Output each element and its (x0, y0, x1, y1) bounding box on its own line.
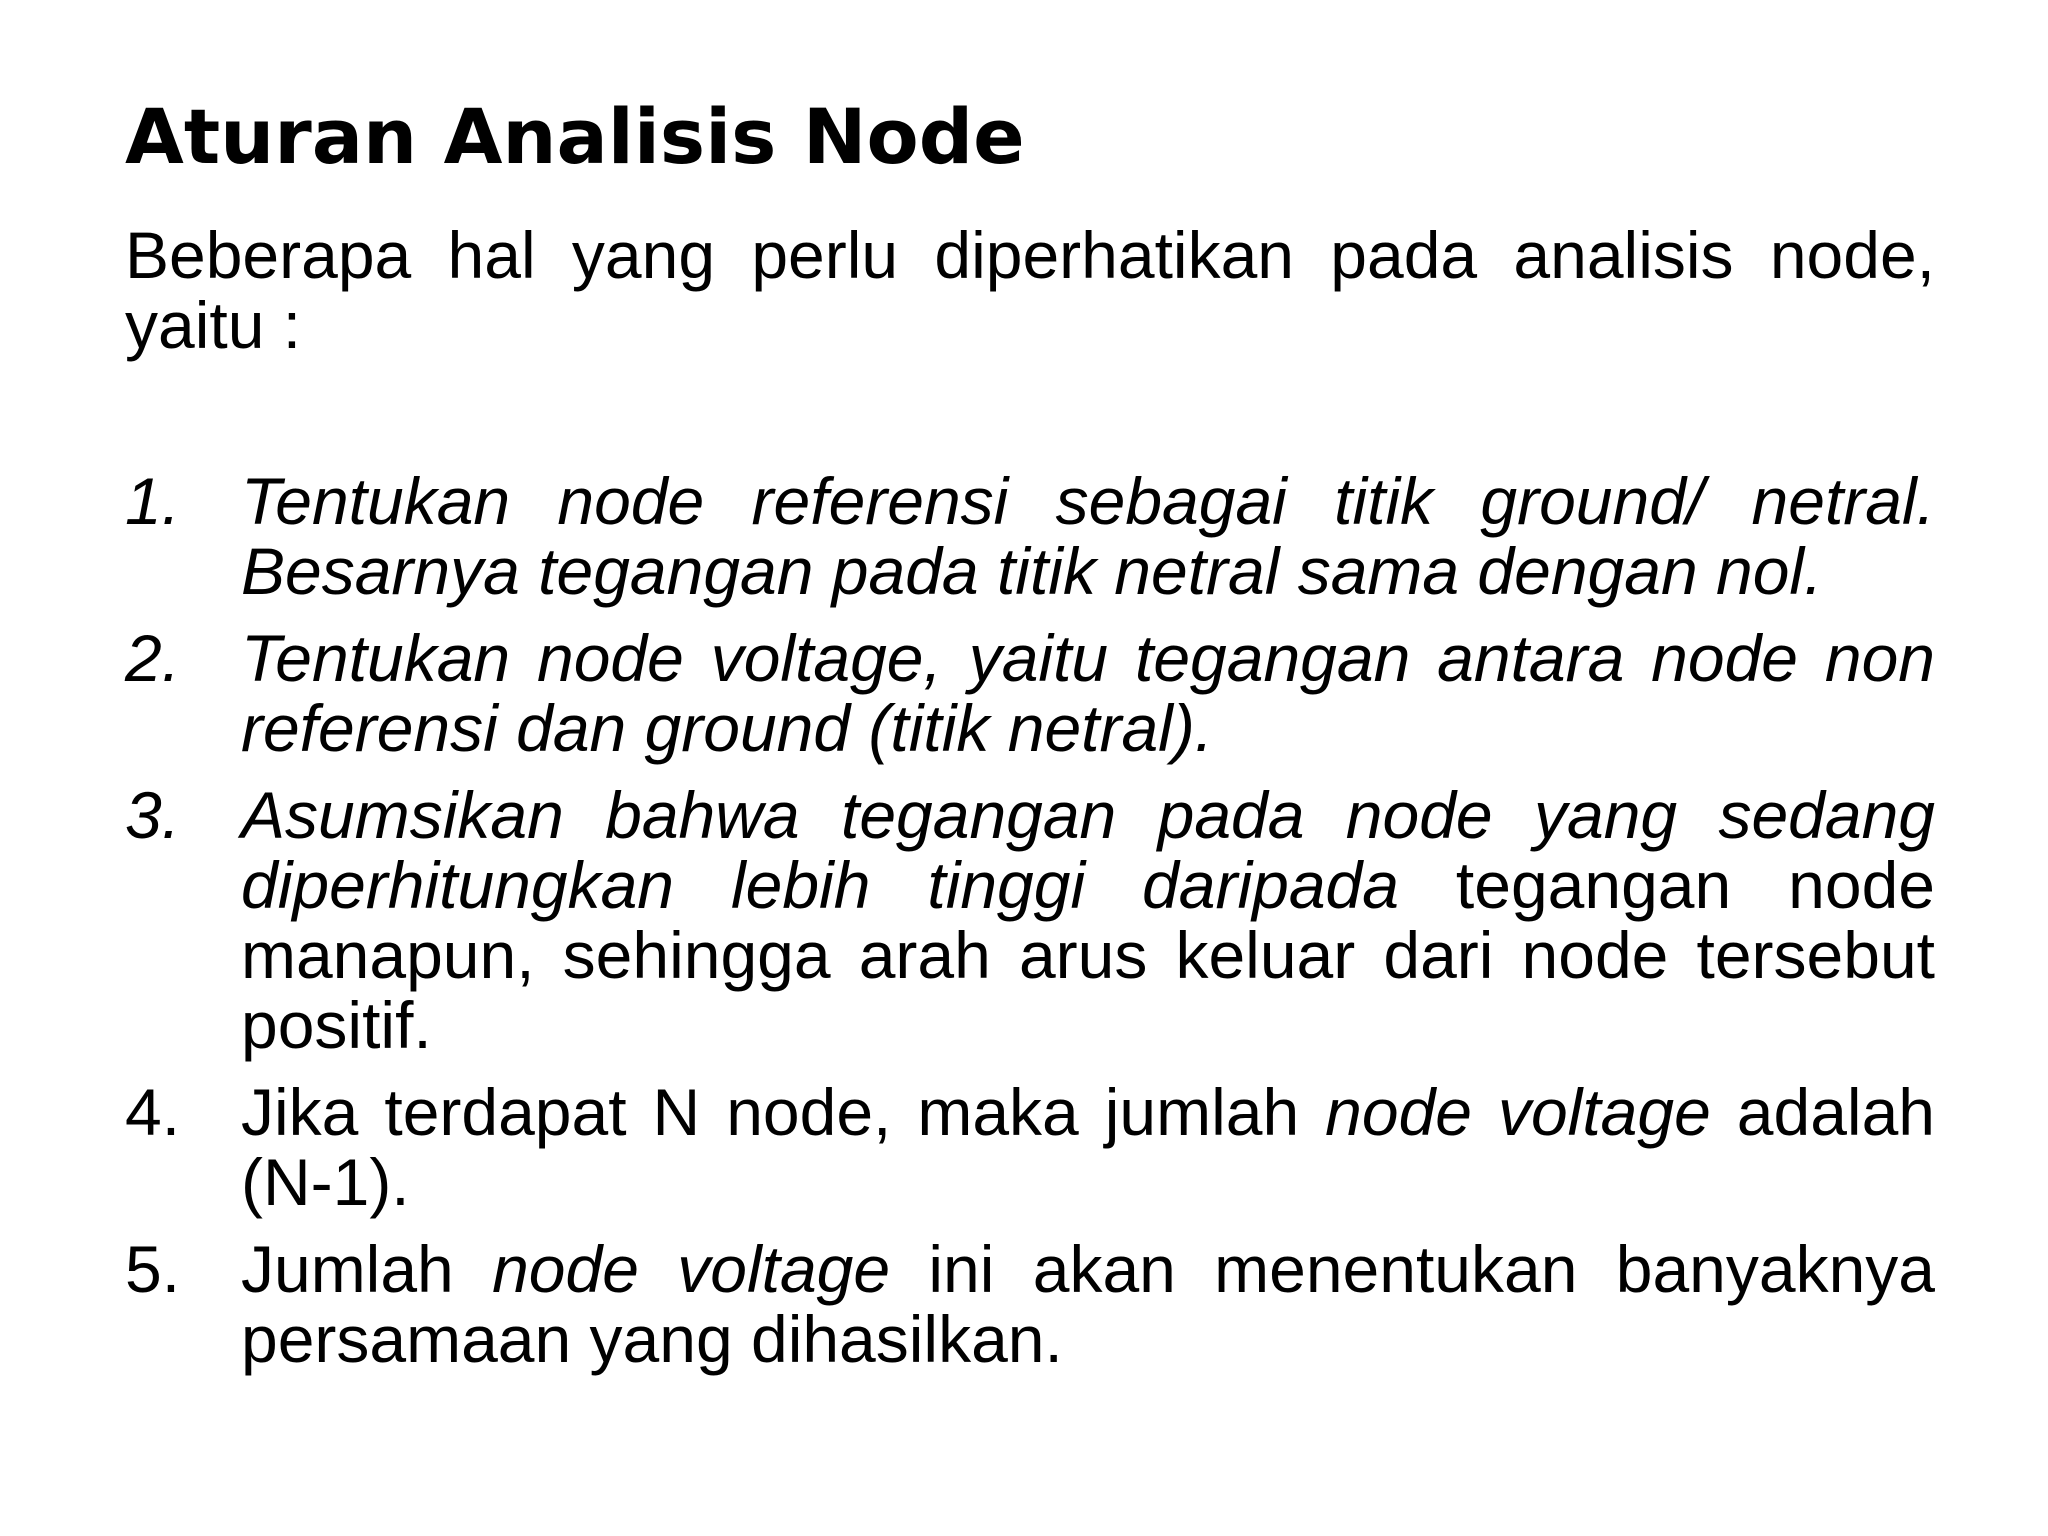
list-item-4 (125, 1077, 1935, 1217)
list-item-3 (125, 780, 1935, 1060)
list-text: Tentukan node voltage, yaitu tegangan antara node non referensi dan ground (titik netral). (241, 621, 1935, 765)
list-number: 5. (125, 1232, 181, 1306)
list-text: Jumlah (241, 1232, 493, 1306)
intro-paragraph: Beberapa hal yang perlu diperhatikan pada analisis node, yaitu : (125, 218, 1935, 362)
slide-title: Aturan Analisis Node (125, 92, 1025, 181)
list-number: 2. (125, 621, 181, 695)
list-text: Jika terdapat N node, maka jumlah (241, 1075, 1326, 1149)
list-item-5 (125, 1234, 1935, 1374)
rules-list (125, 466, 1935, 1391)
list-text-italic: node voltage (492, 1232, 891, 1306)
list-number: 1. (125, 464, 181, 538)
list-text: ini akan menentukan banyaknya persamaan yang dihasilkan. (241, 1232, 1935, 1376)
list-number: 3. (125, 778, 181, 852)
list-text: Tentukan node referensi sebagai titik ground/ netral. Besarnya tegangan pada titik netral sama dengan nol. (241, 464, 1935, 608)
list-item-1 (125, 466, 1935, 606)
list-text: tegangan node manapun, sehingga arah arus keluar dari node tersebut positif. (241, 848, 1935, 1062)
list-text-italic: Asumsikan bahwa tegangan pada node yang sedang diperhitungkan lebih tinggi daripada (241, 778, 1935, 922)
list-text: adalah (N-1). (241, 1075, 1935, 1219)
list-item-2 (125, 623, 1935, 763)
list-text-italic: node voltage (1325, 1075, 1711, 1149)
list-number: 4. (125, 1075, 181, 1149)
